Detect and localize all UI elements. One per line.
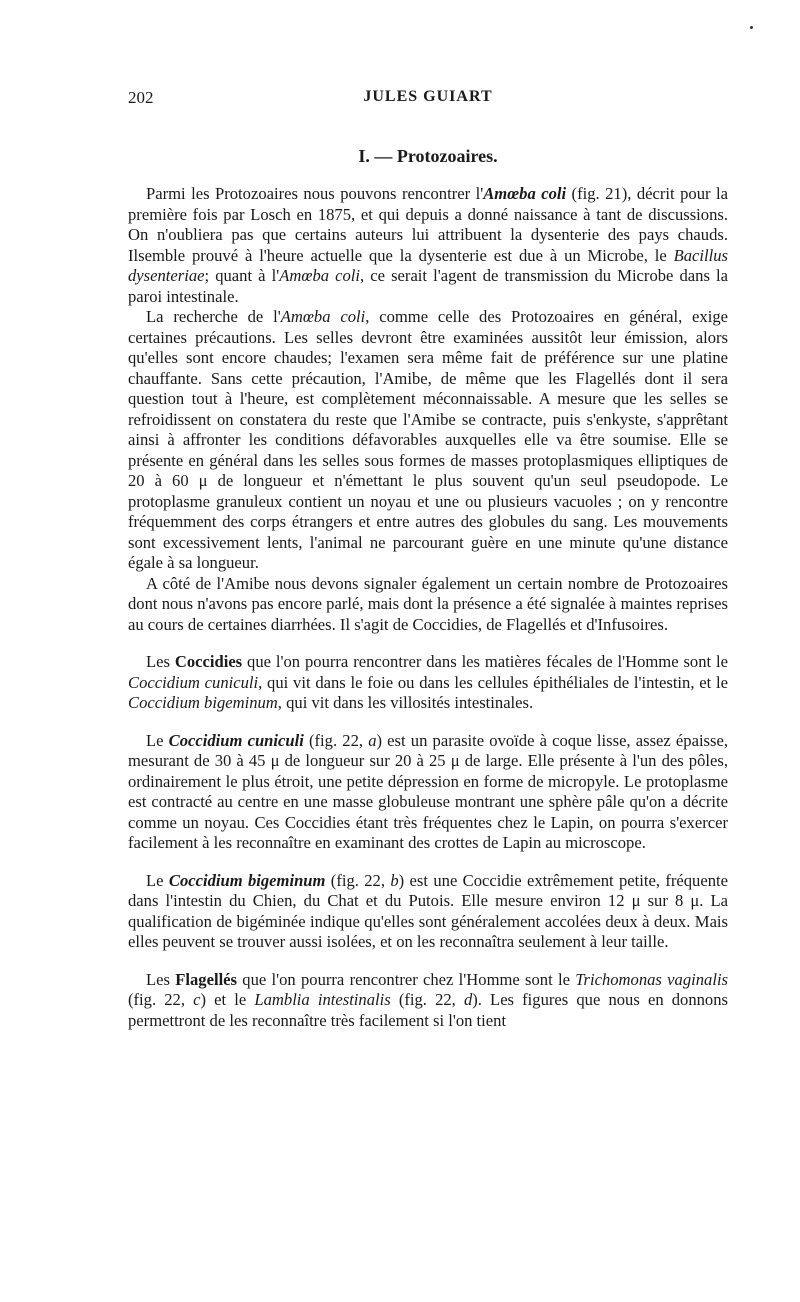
paragraph-4: Les Coccidies que l'on pourra rencontrer dans les matières fécales de l'Homme sont le Coccidium cuniculi, qui vit dans le foie ou dans les cellules épithéliales de l'intestin, et le Coccidium bigeminum, qui vit dans les villosités intestinales. (128, 652, 728, 712)
body-text (128, 184, 728, 1031)
section-title: I. — Protozoaires. (358, 146, 498, 166)
paragraph-2: La recherche de l'Amœba coli, comme celle des Protozoaires en général, exige certaines précautions. Les selles devront être examinées aussitôt leur émission, alors qu'elles sont encore chaudes; l'examen sera même fait de préférence sur une platine chauffante. Sans cette précaution, l'Amibe, de même que les Flagellés dont il sera question tout à l'heure, est complètement méconnaissable. A mesure que les selles se refroidissent on constatera du reste que l'Amibe se contracte, puis s'enkyste, s'apprêtant ainsi à affronter les conditions défavorables auxquelles elle va être soumise. Elle se présente en général dans les selles sous formes de masses protoplasmiques elliptiques de 20 à 60 μ de longueur et n'émettant le plus souvent qu'un seul pseudopode. Le protoplasme granuleux contient un noyau et une ou plusieurs vacuoles ; on y rencontre fréquemment des corps étrangers et entre autres des globules du sang. Les mouvements sont excessivement lents, l'animal ne parcourant guère en une minute qu'une distance égale à sa longueur. (128, 307, 728, 572)
paragraph-6: Le Coccidium bigeminum (fig. 22, b) est une Coccidie extrêmement petite, fréquente dans l'intestin du Chien, du Chat et du Putois. Elle mesure environ 12 μ sur 8 μ. La qualification de bigéminée indique qu'elles sont généralement accolées deux à deux. Mais elles peuvent se trouver aussi isolées, et on les reconnaîtra seulement à leur taille. (128, 870, 728, 951)
paragraph-5: Le Coccidium cuniculi (fig. 22, a) est un parasite ovoïde à coque lisse, assez épaisse, mesurant de 30 à 45 μ de longueur sur 20 à 25 μ de large. Elle présente à l'un des pôles, ordinairement le plus étroit, une petite dépression en forme de micropyle. Le protoplasme est contracté au centre en une masse globuleuse montrant une sphère pâle qu'on a décrite comme un noyau. Ces Coccidies étant très fréquentes chez le Lapin, on pourra s'exercer facilement à les reconnaître en examinant des crottes de Lapin au microscope. (128, 730, 728, 852)
paragraph-3: A côté de l'Amibe nous devons signaler également un certain nombre de Protozoaires dont nous n'avons pas encore parlé, mais dont la présence a été signalée à maintes reprises au cours de certaines diarrhées. Il s'agit de Coccidies, de Flagellés et d'Infusoires. (128, 573, 728, 634)
running-head: JULES GUIART (363, 88, 493, 105)
page-number: 202 (128, 88, 154, 107)
paragraph-1: Parmi les Protozoaires nous pouvons rencontrer l'Amœba coli (fig. 21), décrit pour la première fois par Losch en 1875, et qui depuis a donné naissance à tant de discussions. On n'oubliera pas que certains auteurs lui attribuent la dysenterie des pays chauds. Ilsemble prouvé à l'heure actuelle que la dysenterie est due à un Microbe, le Bacillus dysenteriae; quant à l'Amœba coli, ce serait l'agent de transmission du Microbe dans la paroi intestinale. (128, 184, 728, 306)
paragraph-7: Les Flagellés que l'on pourra rencontrer chez l'Homme sont le Trichomonas vaginalis (fig. 22, c) et le Lamblia intestinalis (fig. 22, d). Les figures que nous en donnons permettront de les reconnaître très facilement si l'on tient (128, 969, 729, 1030)
ink-speck (750, 26, 753, 29)
page-header (128, 88, 728, 112)
